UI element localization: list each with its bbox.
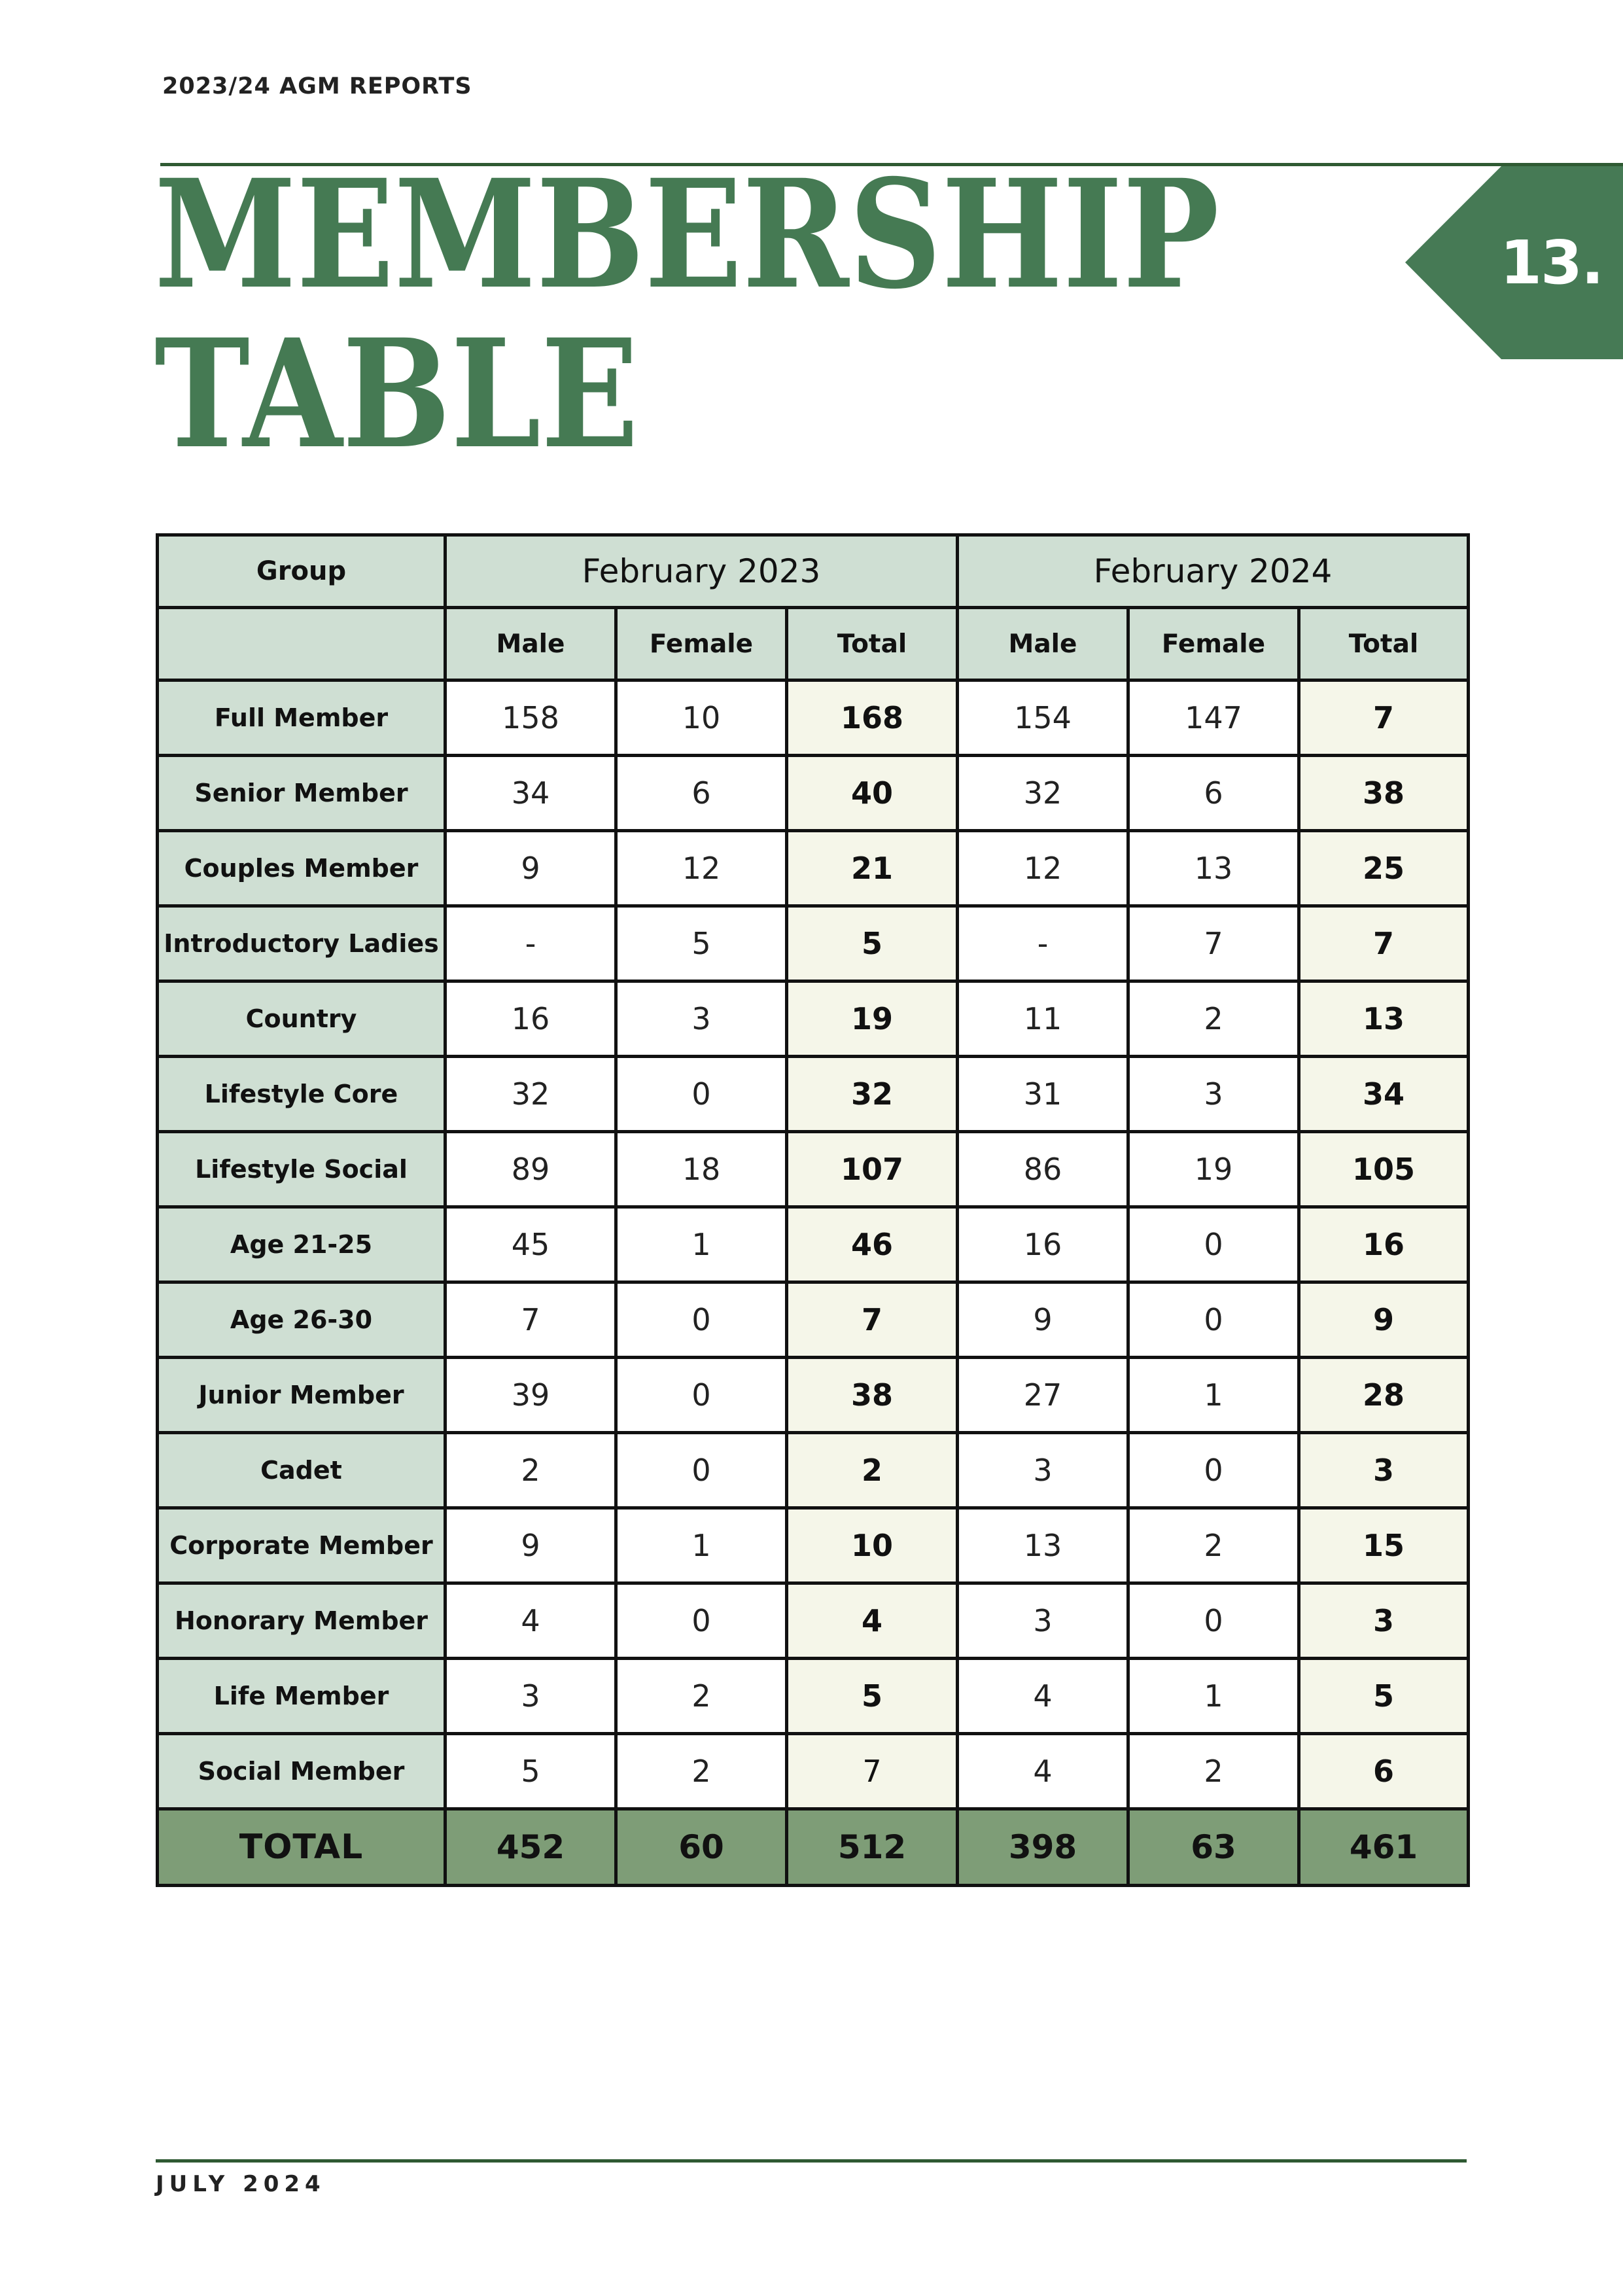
cell-total-2024: 28	[1299, 1358, 1469, 1433]
cell-female-2024: 19	[1128, 1132, 1299, 1207]
cell-female-2023: 2	[616, 1659, 787, 1734]
row-group-label: Senior Member	[158, 756, 445, 831]
cell-female-2024: 1	[1128, 1358, 1299, 1433]
cell-female-2024: 13	[1128, 831, 1299, 906]
table-row	[158, 1508, 1469, 1583]
row-group-label: Introductory Ladies	[158, 906, 445, 981]
table-row	[158, 831, 1469, 906]
cell-female-2023: 18	[616, 1132, 787, 1207]
cell-total-2024: 25	[1299, 831, 1469, 906]
row-group-label: Social Member	[158, 1734, 445, 1809]
subheader-female-2024: Female	[1128, 608, 1299, 680]
row-group-label: Life Member	[158, 1659, 445, 1734]
cell-total-2023: 7	[787, 1734, 958, 1809]
cell-male-2023: 89	[445, 1132, 616, 1207]
cell-male-2024: 3	[958, 1583, 1128, 1659]
cell-male-2024: 4	[958, 1734, 1128, 1809]
cell-total-2023: 512	[787, 1809, 958, 1886]
cell-total-2023: 10	[787, 1508, 958, 1583]
row-group-label: Lifestyle Social	[158, 1132, 445, 1207]
cell-female-2023: 0	[616, 1057, 787, 1132]
table-row	[158, 1583, 1469, 1659]
cell-total-2024: 7	[1299, 906, 1469, 981]
page-title	[154, 147, 1219, 482]
cell-total-2023: 46	[787, 1207, 958, 1282]
table-row	[158, 1734, 1469, 1809]
cell-female-2023: 1	[616, 1207, 787, 1282]
table-row	[158, 906, 1469, 981]
cell-female-2024: 2	[1128, 981, 1299, 1057]
row-group-label: Country	[158, 981, 445, 1057]
cell-male-2024: 12	[958, 831, 1128, 906]
cell-total-2023: 19	[787, 981, 958, 1057]
cell-total-2023: 2	[787, 1433, 958, 1508]
cell-total-2023: 7	[787, 1282, 958, 1358]
row-group-label: Cadet	[158, 1433, 445, 1508]
table-row	[158, 680, 1469, 756]
cell-male-2023: 16	[445, 981, 616, 1057]
cell-male-2023: 4	[445, 1583, 616, 1659]
row-group-label: Age 21-25	[158, 1207, 445, 1282]
cell-female-2024: 0	[1128, 1207, 1299, 1282]
cell-male-2024: 16	[958, 1207, 1128, 1282]
cell-female-2023: 10	[616, 680, 787, 756]
row-group-label: Age 26-30	[158, 1282, 445, 1358]
cell-total-2024: 7	[1299, 680, 1469, 756]
cell-female-2023: 0	[616, 1583, 787, 1659]
table-row	[158, 1433, 1469, 1508]
cell-male-2023: 34	[445, 756, 616, 831]
cell-male-2024: 4	[958, 1659, 1128, 1734]
title-line-1: MEMBERSHIP	[154, 147, 1219, 322]
cell-female-2024: 0	[1128, 1583, 1299, 1659]
footer-date: JULY 2024	[156, 2171, 326, 2197]
cell-total-2024: 3	[1299, 1583, 1469, 1659]
cell-female-2023: 5	[616, 906, 787, 981]
cell-male-2024: 154	[958, 680, 1128, 756]
table-row	[158, 1132, 1469, 1207]
period-header-feb-2023: February 2023	[445, 535, 958, 608]
cell-male-2023: 5	[445, 1734, 616, 1809]
cell-female-2024: 0	[1128, 1433, 1299, 1508]
cell-total-2024: 13	[1299, 981, 1469, 1057]
cell-male-2023: 2	[445, 1433, 616, 1508]
cell-female-2024: 6	[1128, 756, 1299, 831]
cell-male-2023: 32	[445, 1057, 616, 1132]
cell-male-2023: 7	[445, 1282, 616, 1358]
table-row	[158, 981, 1469, 1057]
cell-total-2023: 5	[787, 906, 958, 981]
row-group-label: Lifestyle Core	[158, 1057, 445, 1132]
cell-total-2023: 40	[787, 756, 958, 831]
table-row	[158, 1659, 1469, 1734]
cell-total-2024: 5	[1299, 1659, 1469, 1734]
cell-male-2024: 9	[958, 1282, 1128, 1358]
cell-total-2024: 6	[1299, 1734, 1469, 1809]
cell-female-2024: 2	[1128, 1734, 1299, 1809]
cell-female-2024: 1	[1128, 1659, 1299, 1734]
cell-male-2023: 158	[445, 680, 616, 756]
cell-total-2023: 107	[787, 1132, 958, 1207]
row-group-label: Junior Member	[158, 1358, 445, 1433]
table-row	[158, 1057, 1469, 1132]
cell-female-2023: 6	[616, 756, 787, 831]
cell-female-2024: 0	[1128, 1282, 1299, 1358]
cell-male-2023: 3	[445, 1659, 616, 1734]
table-row	[158, 1207, 1469, 1282]
cell-male-2023: 39	[445, 1358, 616, 1433]
cell-male-2024: 32	[958, 756, 1128, 831]
report-label: 2023/24 AGM REPORTS	[162, 73, 472, 99]
subheader-row	[158, 608, 1469, 680]
cell-female-2023: 0	[616, 1433, 787, 1508]
cell-female-2023: 12	[616, 831, 787, 906]
cell-total-2023: 38	[787, 1358, 958, 1433]
cell-total-2023: 32	[787, 1057, 958, 1132]
membership-table	[156, 533, 1470, 1887]
bottom-divider	[156, 2159, 1467, 2163]
cell-total-2024: 9	[1299, 1282, 1469, 1358]
cell-total-2024: 34	[1299, 1057, 1469, 1132]
row-group-label: Corporate Member	[158, 1508, 445, 1583]
cell-total-2023: 168	[787, 680, 958, 756]
title-line-2: TABLE	[154, 306, 639, 482]
cell-female-2023: 0	[616, 1282, 787, 1358]
period-header-feb-2024: February 2024	[958, 535, 1469, 608]
cell-total-2024: 38	[1299, 756, 1469, 831]
group-column-header: Group	[158, 535, 445, 608]
cell-female-2024: 147	[1128, 680, 1299, 756]
row-group-label: TOTAL	[158, 1809, 445, 1886]
cell-male-2023: 9	[445, 831, 616, 906]
cell-total-2023: 4	[787, 1583, 958, 1659]
cell-total-2024: 461	[1299, 1809, 1469, 1886]
cell-male-2024: 398	[958, 1809, 1128, 1886]
blank-header-cell	[158, 608, 445, 680]
cell-total-2024: 15	[1299, 1508, 1469, 1583]
row-group-label: Honorary Member	[158, 1583, 445, 1659]
cell-male-2023: 45	[445, 1207, 616, 1282]
row-group-label: Full Member	[158, 680, 445, 756]
cell-total-2023: 21	[787, 831, 958, 906]
cell-male-2024: 11	[958, 981, 1128, 1057]
cell-female-2024: 7	[1128, 906, 1299, 981]
table-row	[158, 1358, 1469, 1433]
subheader-male-2024: Male	[958, 608, 1128, 680]
cell-male-2024: 31	[958, 1057, 1128, 1132]
cell-male-2024: 13	[958, 1508, 1128, 1583]
cell-male-2023: -	[445, 906, 616, 981]
cell-male-2023: 9	[445, 1508, 616, 1583]
cell-female-2023: 0	[616, 1358, 787, 1433]
subheader-total-2024: Total	[1299, 608, 1469, 680]
cell-female-2023: 2	[616, 1734, 787, 1809]
cell-female-2023: 60	[616, 1809, 787, 1886]
period-header-row	[158, 535, 1469, 608]
subheader-male-2023: Male	[445, 608, 616, 680]
cell-male-2023: 452	[445, 1809, 616, 1886]
subheader-female-2023: Female	[616, 608, 787, 680]
row-group-label: Couples Member	[158, 831, 445, 906]
cell-female-2024: 2	[1128, 1508, 1299, 1583]
cell-total-2024: 16	[1299, 1207, 1469, 1282]
cell-total-2024: 3	[1299, 1433, 1469, 1508]
cell-total-2023: 5	[787, 1659, 958, 1734]
table-body	[158, 680, 1469, 1886]
table-row	[158, 756, 1469, 831]
subheader-total-2023: Total	[787, 608, 958, 680]
cell-male-2024: 86	[958, 1132, 1128, 1207]
cell-male-2024: 3	[958, 1433, 1128, 1508]
cell-male-2024: 27	[958, 1358, 1128, 1433]
page-number: 13.	[1500, 228, 1603, 298]
cell-male-2024: -	[958, 906, 1128, 981]
total-row	[158, 1809, 1469, 1886]
cell-female-2023: 3	[616, 981, 787, 1057]
cell-female-2023: 1	[616, 1508, 787, 1583]
cell-female-2024: 63	[1128, 1809, 1299, 1886]
cell-total-2024: 105	[1299, 1132, 1469, 1207]
page-number-badge	[1405, 166, 1623, 359]
table-row	[158, 1282, 1469, 1358]
cell-female-2024: 3	[1128, 1057, 1299, 1132]
